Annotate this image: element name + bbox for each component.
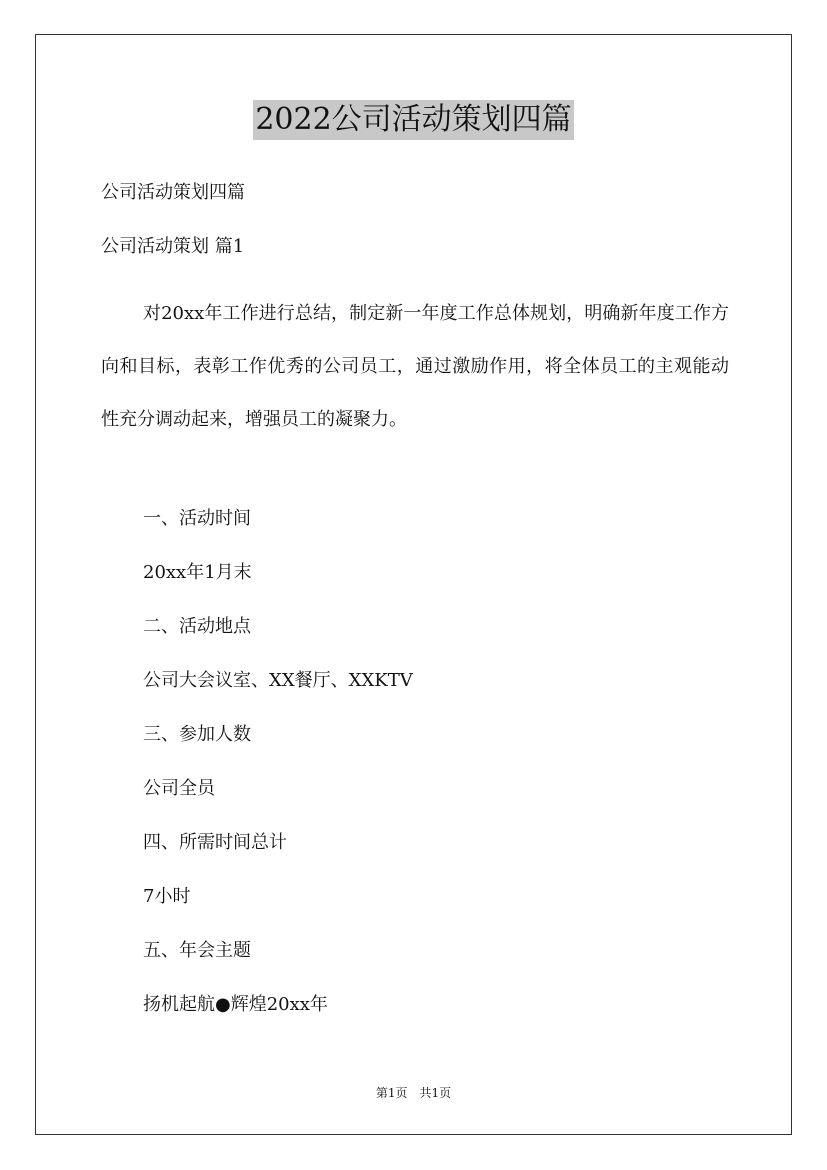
list-item: 公司大会议室、XX餐厅、XXKTV (143, 670, 413, 691)
document-title: 2022公司活动策划四篇 (253, 100, 573, 140)
list-item: 五、年会主题 (143, 940, 251, 961)
intro-paragraph: 对20xx年工作进行总结，制定新一年度工作总体规划，明确新年度工作方向和目标，表彰工作优秀的公司员工，通过激励作用，将全体员工的主观能动性充分调动起来，增强员工的凝聚力。 (101, 303, 729, 430)
list-item: 四、所需时间总计 (143, 832, 287, 853)
document-subtitle: 公司活动策划四篇 (101, 182, 245, 203)
page-total: 共1页 (419, 1086, 452, 1100)
list-item: 三、参加人数 (143, 724, 251, 745)
list-item: 一、活动时间 (143, 508, 251, 529)
section-heading: 公司活动策划 篇1 (101, 236, 245, 257)
list-item: 公司全员 (143, 778, 215, 799)
list-item: 7小时 (143, 886, 191, 907)
page-footer (0, 1085, 827, 1101)
list-item: 20xx年1月末 (143, 562, 252, 583)
list-item: 扬机起航●辉煌20xx年 (143, 994, 328, 1015)
list-item: 二、活动地点 (143, 616, 251, 637)
page-number: 第1页 (375, 1086, 408, 1100)
title-container (0, 100, 827, 140)
